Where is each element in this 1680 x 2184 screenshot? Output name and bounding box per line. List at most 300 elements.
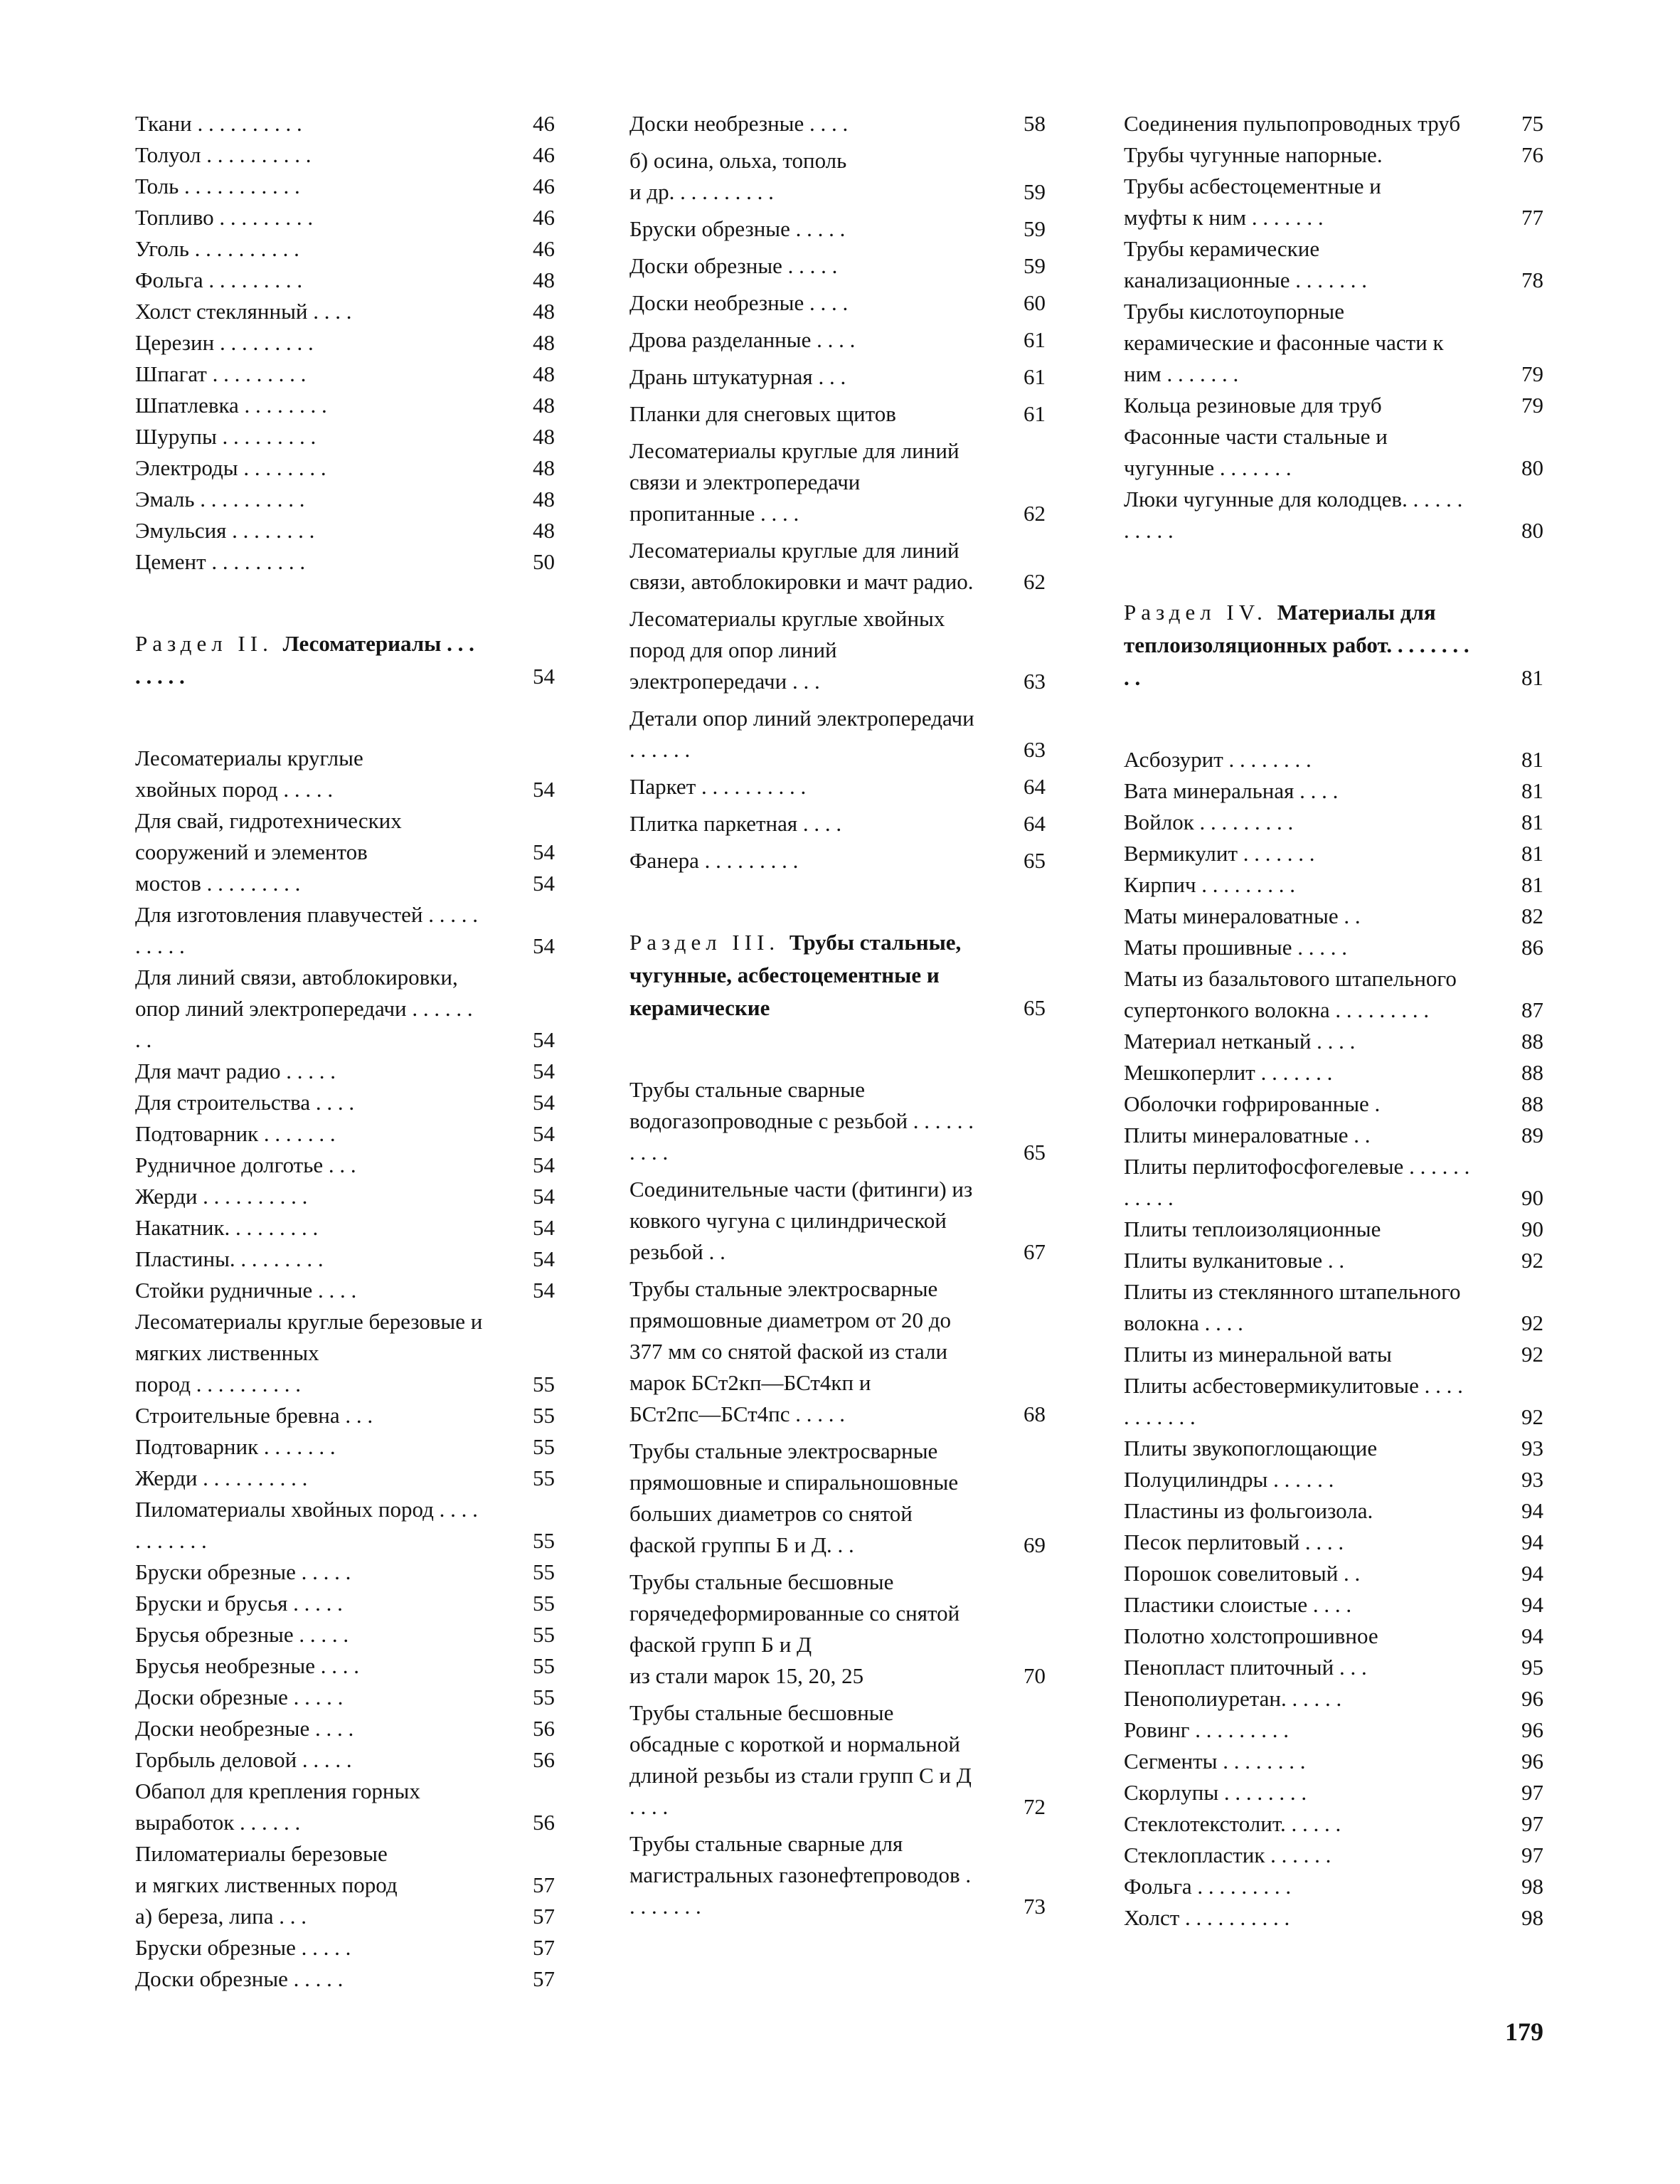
entry-page: 61 [1024, 401, 1046, 426]
entry-title: Маты минераловатные . . [1124, 903, 1361, 928]
entry-title: Трубы стальные сварные водогазопроводные с резьбой . . . . . . . . . . [629, 1077, 974, 1165]
toc-entry [629, 1074, 1046, 1168]
entry-page: 55 [533, 1653, 555, 1678]
entry-page: 79 [1521, 361, 1543, 386]
entry-title: Трубы стальные бесшовные горячедеформированные со снятой фаской групп Б и Д из стали марок 15, 20, 25 [629, 1569, 960, 1688]
entry-page: 87 [1521, 997, 1543, 1022]
toc-entry [1124, 1808, 1543, 1840]
toc-entry [1124, 1558, 1543, 1589]
toc-entry [1124, 296, 1543, 390]
toc-entry [629, 145, 1046, 208]
entry-page: 54 [533, 1215, 555, 1240]
entry-title: Соединения пульпопроводных труб [1124, 111, 1461, 136]
toc-entry [135, 899, 555, 962]
entry-title: Трубы чугунные напорные. [1124, 142, 1383, 167]
toc-entry [135, 327, 555, 359]
entry-title: Для линий связи, автоблокировки, опор линий электропередачи . . . . . . . . [135, 965, 473, 1052]
toc-entry [135, 1056, 555, 1087]
toc-entry [629, 808, 1046, 839]
toc-entry [1124, 1589, 1543, 1621]
section-heading [135, 627, 555, 693]
entry-page: 54 [533, 839, 555, 864]
entry-title: Оболочки гофрированные . [1124, 1091, 1381, 1116]
toc-entry [629, 361, 1046, 393]
toc-entry [135, 1494, 555, 1557]
entry-title: Пиломатериалы березовые и мягких лиственных пород [135, 1841, 398, 1897]
entry-title: Трубы кислотоупорные керамические и фасонные части к ним . . . . . . . [1124, 299, 1444, 386]
entry-title: Кольца резиновые для труб [1124, 393, 1382, 418]
entry-page: 59 [1024, 216, 1046, 241]
toc-entry [135, 515, 555, 546]
entry-page: 81 [1521, 841, 1543, 866]
toc-entry [1124, 1339, 1543, 1370]
entry-title: Фольга . . . . . . . . . [135, 267, 303, 292]
toc-entry [135, 390, 555, 421]
entry-title: Холст стеклянный . . . . [135, 299, 352, 324]
toc-entry [1124, 1026, 1543, 1057]
toc-entry [135, 1838, 555, 1901]
entry-page: 70 [1024, 1663, 1046, 1688]
entry-page: 54 [533, 871, 555, 896]
toc-entry [135, 868, 555, 899]
entry-page: 46 [533, 236, 555, 261]
section-title: Лесоматериалы . . . . . . . . [135, 631, 474, 689]
entry-page: 81 [1521, 778, 1543, 803]
toc-entry [1124, 1527, 1543, 1558]
entry-page: 54 [533, 1246, 555, 1271]
toc-entry [1124, 1276, 1543, 1339]
entry-page: 64 [1024, 811, 1046, 836]
entry-page: 62 [1024, 569, 1046, 594]
toc-entry [135, 1118, 555, 1150]
entry-page: 55 [533, 1528, 555, 1553]
entry-title: Пластины из фольгоизола. [1124, 1498, 1373, 1523]
toc-entry [135, 265, 555, 296]
entry-page: 55 [533, 1591, 555, 1616]
entry-title: Плиты перлитофосфогелевые . . . . . . . . . . . [1124, 1154, 1470, 1210]
toc-entry [135, 108, 555, 139]
entry-title: Доски необрезные . . . . [629, 290, 849, 315]
entry-page: 98 [1521, 1905, 1543, 1930]
entry-page: 86 [1521, 935, 1543, 960]
toc-entry [629, 1567, 1046, 1692]
entry-page: 81 [1521, 810, 1543, 834]
entry-page: 94 [1521, 1623, 1543, 1648]
entry-page: 65 [1024, 1140, 1046, 1165]
entry-title: Дрань штукатурная . . . [629, 364, 846, 389]
toc-entry [135, 1244, 555, 1275]
entry-title: Войлок . . . . . . . . . [1124, 810, 1294, 834]
toc-entry [629, 535, 1046, 598]
entry-page: 46 [533, 205, 555, 230]
entry-title: Брусья необрезные . . . . [135, 1653, 359, 1678]
section-number: Раздел IV. [1124, 600, 1267, 625]
toc-entry [629, 603, 1046, 697]
toc-entry [1124, 1621, 1543, 1652]
entry-title: Доски необрезные . . . . [629, 111, 849, 136]
entry-page: 55 [533, 1372, 555, 1396]
entry-page: 57 [533, 1935, 555, 1960]
entry-title: Материал нетканый . . . . [1124, 1029, 1356, 1054]
entry-page: 94 [1521, 1592, 1543, 1617]
toc-entry [135, 1431, 555, 1463]
toc-entry [1124, 1433, 1543, 1464]
entry-page: 46 [533, 111, 555, 136]
entry-page: 58 [1024, 111, 1046, 136]
entry-title: Рудничное долготье . . . [135, 1152, 356, 1177]
entry-page: 57 [533, 1904, 555, 1929]
entry-title: Подтоварник . . . . . . . [135, 1434, 336, 1459]
entry-page: 61 [1024, 327, 1046, 352]
toc-entry [135, 139, 555, 171]
entry-page: 48 [533, 361, 555, 386]
entry-title: Пластины. . . . . . . . . [135, 1246, 324, 1271]
toc-entry [1124, 744, 1543, 775]
entry-page: 48 [533, 267, 555, 292]
entry-title: Цемент . . . . . . . . . [135, 549, 306, 574]
entry-page: 57 [533, 1872, 555, 1897]
entry-title: Трубы керамические канализационные . . . . . . . [1124, 236, 1367, 292]
toc-entry [629, 324, 1046, 356]
toc-entry [1124, 1840, 1543, 1871]
entry-page: 54 [533, 777, 555, 802]
column-2 [629, 108, 1046, 1928]
entry-page: 68 [1024, 1401, 1046, 1426]
entry-title: Для мачт радио . . . . . [135, 1059, 336, 1083]
entry-page: 54 [533, 1152, 555, 1177]
entry-page: 48 [533, 487, 555, 511]
entry-title: Для изготовления плавучестей . . . . . . . . . . [135, 902, 478, 958]
entry-page: 96 [1521, 1717, 1543, 1742]
entry-page: 50 [533, 549, 555, 574]
toc-entry [135, 1932, 555, 1963]
entry-page: 59 [1024, 253, 1046, 278]
entry-title: Эмаль . . . . . . . . . . [135, 487, 305, 511]
entry-title: Обапол для крепления горных выработок . . . . . . [135, 1779, 420, 1835]
entry-title: Полуцилиндры . . . . . . [1124, 1467, 1334, 1492]
entry-page: 80 [1521, 518, 1543, 543]
toc-entry [135, 484, 555, 515]
entry-page: 65 [1024, 848, 1046, 873]
toc-entry [1124, 869, 1543, 901]
entry-page: 54 [533, 1121, 555, 1146]
entry-title: Фольга . . . . . . . . . [1124, 1874, 1292, 1899]
toc-entry [135, 1463, 555, 1494]
entry-title: Лесоматериалы круглые для линий связи и электропередачи пропитанные . . . . [629, 438, 959, 526]
entry-page: 93 [1521, 1467, 1543, 1492]
toc-entry [135, 1275, 555, 1306]
entry-page: 60 [1024, 290, 1046, 315]
entry-title: Сегменты . . . . . . . . [1124, 1749, 1306, 1774]
entry-page: 77 [1521, 205, 1543, 230]
section-heading [629, 926, 1046, 1024]
section-page: 81 [1521, 665, 1543, 690]
entry-title: мостов . . . . . . . . . [135, 871, 301, 896]
entry-page: 98 [1521, 1874, 1543, 1899]
toc-entry [1124, 1777, 1543, 1808]
toc-entry [1124, 1088, 1543, 1120]
entry-title: Шпатлевка . . . . . . . . [135, 393, 327, 418]
entry-title: Вермикулит . . . . . . . [1124, 841, 1315, 866]
entry-page: 54 [533, 1184, 555, 1209]
entry-title: Топливо . . . . . . . . . [135, 205, 314, 230]
entry-page: 54 [533, 933, 555, 958]
entry-title: Скорлупы . . . . . . . . [1124, 1780, 1307, 1805]
entry-page: 48 [533, 330, 555, 355]
toc-entry [135, 1181, 555, 1212]
toc-entry [1124, 1214, 1543, 1245]
toc-entry [1124, 1151, 1543, 1214]
toc-entry [1124, 1495, 1543, 1527]
entry-title: Лесоматериалы круглые хвойных пород для опор линий электропередачи . . . [629, 606, 945, 694]
toc-entry [135, 296, 555, 327]
column-1 [135, 108, 555, 1995]
entry-title: Шпагат . . . . . . . . . [135, 361, 307, 386]
toc-entry [135, 1306, 555, 1400]
entry-title: Плиты звукопоглощающие [1124, 1436, 1378, 1461]
toc-entry [629, 1828, 1046, 1922]
entry-page: 97 [1521, 1780, 1543, 1805]
entry-title: Накатник. . . . . . . . . [135, 1215, 319, 1240]
entry-page: 92 [1521, 1342, 1543, 1367]
toc-entry [629, 1273, 1046, 1430]
entry-page: 56 [533, 1716, 555, 1741]
entry-title: Пиломатериалы хвойных пород . . . . . . . . . . . [135, 1497, 478, 1553]
entry-title: Бруски обрезные . . . . . [135, 1559, 351, 1584]
toc-entry [135, 805, 555, 868]
entry-title: Песок перлитовый . . . . [1124, 1530, 1344, 1554]
entry-title: Соединительные части (фитинги) из ковкого чугуна с цилиндрической резьбой . . [629, 1177, 973, 1264]
entry-title: Маты из базальтового штапельного супертонкого волокна . . . . . . . . . [1124, 966, 1457, 1022]
entry-title: Доски обрезные . . . . . [629, 253, 838, 278]
entry-page: 62 [1024, 501, 1046, 526]
toc-entry [135, 233, 555, 265]
entry-title: Электроды . . . . . . . . [135, 455, 326, 480]
entry-page: 55 [533, 1465, 555, 1490]
page-number: 179 [1505, 2018, 1543, 2046]
entry-page: 54 [533, 1278, 555, 1303]
entry-page: 90 [1521, 1185, 1543, 1210]
entry-page: 56 [533, 1747, 555, 1772]
entry-page: 97 [1521, 1843, 1543, 1867]
entry-title: Плитка паркетная . . . . [629, 811, 842, 836]
entry-title: Для свай, гидротехнических сооружений и элементов [135, 808, 402, 864]
entry-page: 48 [533, 518, 555, 543]
entry-page: 69 [1024, 1532, 1046, 1557]
entry-title: Кирпич . . . . . . . . . [1124, 872, 1296, 897]
toc-entry [1124, 1370, 1543, 1433]
section-number: Раздел II. [135, 631, 273, 656]
entry-title: Стеклопластик . . . . . . [1124, 1843, 1331, 1867]
entry-title: Полотно холстопрошивное [1124, 1623, 1378, 1648]
entry-title: Порошок совелитовый . . [1124, 1561, 1361, 1586]
entry-page: 48 [533, 393, 555, 418]
entry-title: б) осина, ольха, тополь и др. . . . . . . . . . [629, 148, 847, 204]
entry-title: Эмульсия . . . . . . . . [135, 518, 315, 543]
toc-entry [135, 1682, 555, 1713]
toc-entry [135, 1400, 555, 1431]
entry-title: Строительные бревна . . . [135, 1403, 373, 1428]
toc-entry [629, 1436, 1046, 1561]
section-title: Трубы стальные, чугунные, асбестоцементные и керамические [629, 930, 962, 1020]
toc-entry [1124, 1746, 1543, 1777]
toc-entry [1124, 775, 1543, 807]
entry-title: Фанера . . . . . . . . . [629, 848, 799, 873]
entry-page: 54 [533, 1027, 555, 1052]
toc-entry [629, 287, 1046, 319]
entry-page: 89 [1521, 1123, 1543, 1147]
entry-title: Церезин . . . . . . . . . [135, 330, 314, 355]
entry-page: 54 [533, 1090, 555, 1115]
entry-title: Плиты из стеклянного штапельного волокна . . . . [1124, 1279, 1461, 1335]
entry-title: Паркет . . . . . . . . . . [629, 774, 807, 799]
entry-page: 94 [1521, 1561, 1543, 1586]
entry-title: Плиты вулканитовые . . [1124, 1248, 1345, 1273]
entry-page: 79 [1521, 393, 1543, 418]
entry-page: 73 [1024, 1894, 1046, 1919]
entry-page: 92 [1521, 1248, 1543, 1273]
column-3 [1124, 108, 1543, 1934]
entry-page: 54 [533, 1059, 555, 1083]
entry-title: Бруски и брусья . . . . . [135, 1591, 343, 1616]
toc-entry [135, 743, 555, 805]
entry-title: Вата минеральная . . . . [1124, 778, 1339, 803]
toc-entry [135, 359, 555, 390]
toc-entry [629, 845, 1046, 876]
toc-entry [1124, 1245, 1543, 1276]
entry-page: 95 [1521, 1655, 1543, 1680]
toc-entry [629, 398, 1046, 430]
toc-entry [135, 421, 555, 452]
entry-page: 92 [1521, 1404, 1543, 1429]
section-page: 54 [533, 664, 555, 689]
entry-page: 90 [1521, 1216, 1543, 1241]
entry-page: 72 [1024, 1794, 1046, 1819]
entry-title: Толь . . . . . . . . . . . [135, 174, 300, 198]
toc-entry [135, 1744, 555, 1776]
entry-title: Доски обрезные . . . . . [135, 1966, 344, 1991]
entry-page: 67 [1024, 1239, 1046, 1264]
section-page: 65 [1024, 995, 1046, 1020]
entry-title: Лесоматериалы круглые хвойных пород . . . . . [135, 746, 363, 802]
entry-page: 48 [533, 455, 555, 480]
entry-title: Жерди . . . . . . . . . . [135, 1184, 308, 1209]
entry-title: Жерди . . . . . . . . . . [135, 1465, 308, 1490]
toc-entry [135, 1776, 555, 1838]
entry-page: 97 [1521, 1811, 1543, 1836]
section-title: Материалы для теплоизоляционных работ. . . . . . . . . . [1124, 600, 1469, 690]
entry-page: 55 [533, 1434, 555, 1459]
entry-page: 96 [1521, 1686, 1543, 1711]
entry-title: Пенопласт плиточный . . . [1124, 1655, 1367, 1680]
toc-entry [135, 962, 555, 1056]
entry-page: 48 [533, 299, 555, 324]
entry-title: Толуол . . . . . . . . . . [135, 142, 312, 167]
entry-title: Подтоварник . . . . . . . [135, 1121, 336, 1146]
toc-entry [1124, 108, 1543, 139]
entry-title: Лесоматериалы круглые березовые и мягких лиственных пород . . . . . . . . . . [135, 1309, 483, 1396]
entry-title: а) береза, липа . . . [135, 1904, 307, 1929]
toc-entry [1124, 484, 1543, 546]
entry-page: 61 [1024, 364, 1046, 389]
toc-entry [629, 213, 1046, 245]
toc-entry [1124, 807, 1543, 838]
toc-entry [629, 703, 1046, 765]
entry-page: 64 [1024, 774, 1046, 799]
toc-entry [1124, 901, 1543, 932]
toc-entry [1124, 1057, 1543, 1088]
entry-title: Плиты минераловатные . . [1124, 1123, 1371, 1147]
entry-title: Бруски обрезные . . . . . [629, 216, 846, 241]
toc-entry [1124, 421, 1543, 484]
entry-page: 81 [1521, 872, 1543, 897]
entry-page: 55 [533, 1403, 555, 1428]
entry-page: 55 [533, 1622, 555, 1647]
toc-entry [135, 1619, 555, 1650]
entry-page: 88 [1521, 1060, 1543, 1085]
toc-entry [135, 1212, 555, 1244]
toc-entry [1124, 1652, 1543, 1683]
entry-title: Пенополиуретан. . . . . . [1124, 1686, 1342, 1711]
entry-page: 94 [1521, 1498, 1543, 1523]
entry-title: Бруски обрезные . . . . . [135, 1935, 351, 1960]
section-number: Раздел III. [629, 930, 780, 955]
entry-title: Трубы стальные сварные для магистральных газонефтепроводов . . . . . . . . [629, 1831, 972, 1919]
entry-title: Доски необрезные . . . . [135, 1716, 354, 1741]
toc-entry [135, 1650, 555, 1682]
toc-entry [1124, 1120, 1543, 1151]
entry-page: 81 [1521, 747, 1543, 772]
toc-entry [1124, 838, 1543, 869]
toc-entry [135, 1557, 555, 1588]
entry-title: Стойки рудничные . . . . [135, 1278, 357, 1303]
entry-title: Плиты асбестовермикулитовые . . . . . . . . . . . [1124, 1373, 1463, 1429]
toc-entry [135, 1150, 555, 1181]
entry-title: Ровинг . . . . . . . . . [1124, 1717, 1290, 1742]
toc-entry [629, 250, 1046, 282]
toc-entry [135, 202, 555, 233]
toc-entry [135, 1713, 555, 1744]
entry-page: 46 [533, 174, 555, 198]
entry-title: Трубы стальные бесшовные обсадные с короткой и нормальной длиной резьбы из стали групп С и Д . . . . [629, 1700, 972, 1819]
entry-title: Для строительства . . . . [135, 1090, 355, 1115]
toc-entry [1124, 1683, 1543, 1714]
section-heading [1124, 596, 1543, 694]
entry-page: 93 [1521, 1436, 1543, 1461]
entry-page: 78 [1521, 267, 1543, 292]
toc-entry [1124, 139, 1543, 171]
entry-page: 55 [533, 1559, 555, 1584]
toc-entry [1124, 963, 1543, 1026]
toc-entry [135, 1588, 555, 1619]
toc-entry [1124, 233, 1543, 296]
entry-title: Холст . . . . . . . . . . [1124, 1905, 1290, 1930]
entry-title: Дрова разделанные . . . . [629, 327, 856, 352]
toc-entry [135, 1087, 555, 1118]
toc-entry [629, 435, 1046, 529]
entry-title: Уголь . . . . . . . . . . [135, 236, 299, 261]
entry-title: Мешкоперлит . . . . . . . [1124, 1060, 1333, 1085]
entry-page: 63 [1024, 737, 1046, 762]
toc-entry [135, 171, 555, 202]
toc-entry [1124, 1464, 1543, 1495]
entry-page: 48 [533, 424, 555, 449]
entry-title: Плиты теплоизоляционные [1124, 1216, 1381, 1241]
toc-entry [629, 1697, 1046, 1823]
entry-title: Маты прошивные . . . . . [1124, 935, 1348, 960]
entry-page: 56 [533, 1810, 555, 1835]
entry-title: Ткани . . . . . . . . . . [135, 111, 302, 136]
